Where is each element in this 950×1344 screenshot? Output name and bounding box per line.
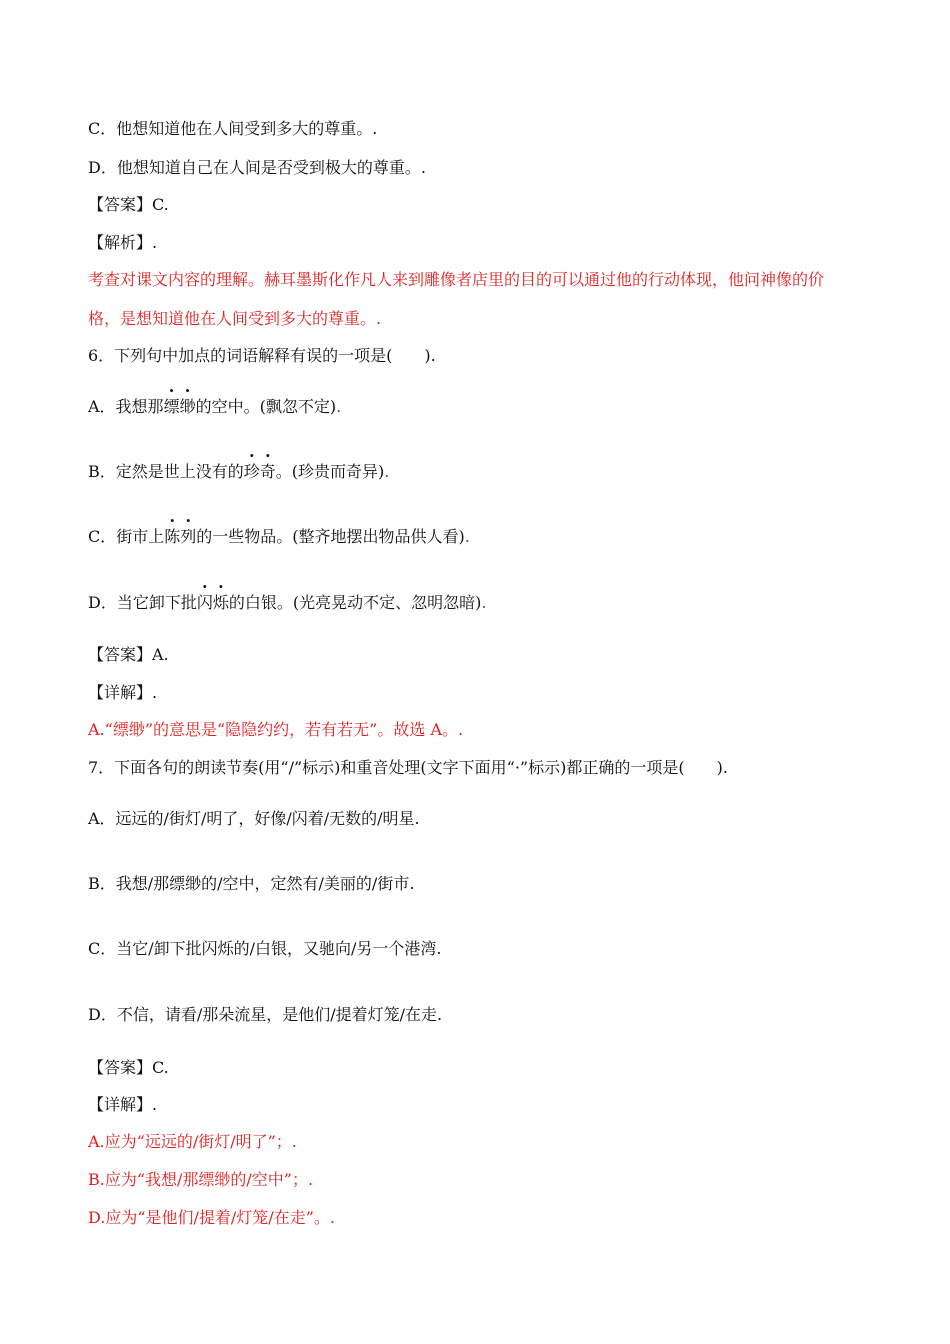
q7-option-c: C．当它/卸下批闪烁的/白银，又驰向/另一个港湾. — [88, 939, 442, 958]
dotted-char: 烁 — [212, 593, 229, 612]
q6-option-c-tail: . — [464, 527, 470, 546]
q5-option-d: D．他想知道自己在人间是否受到极大的尊重。. — [88, 158, 426, 177]
dotted-char: 缥 — [163, 397, 180, 416]
q7-answer: 【答案】C. — [88, 1058, 169, 1077]
q5-option-c: C．他想知道他在人间受到多大的尊重。. — [88, 119, 378, 138]
q7-detail-a: A.应为“远远的/街灯/明了”；. — [88, 1132, 297, 1151]
q7-option-a: A．远远的/街灯/明了，好像/闪着/无数的/明星. — [88, 809, 420, 828]
q6-option-b — [88, 461, 389, 483]
q5-analysis-label: 【解析】. — [88, 233, 158, 252]
q5-analysis-line-1: 考查对课文内容的理解。赫耳墨斯化作凡人来到雕像者店里的目的可以通过他的行动体现，他问神像的价 — [88, 270, 825, 289]
q5-answer: 【答案】C. — [88, 195, 169, 214]
q6-answer: 【答案】A. — [88, 645, 169, 664]
q6-detail-label: 【详解】. — [88, 683, 158, 702]
q6-option-b-post: 。(珍贵而奇异) — [275, 462, 385, 481]
q6-detail: A.“缥缈”的意思是“隐隐约约，若有若无”。故选 A。. — [88, 720, 464, 739]
q7-detail-b: B.应为“我想/那缥缈的/空中”；. — [88, 1170, 314, 1189]
dotted-char: 缈 — [179, 397, 196, 416]
q6-option-a-post: 的空中。(飘忽不定) — [195, 397, 337, 416]
q7-question: 7．下面各句的朗读节奏(用“/”标示)和重音处理(文字下面用“·”标示)都正确的一项是( ). — [88, 758, 728, 777]
q6-option-a-tail: . — [336, 397, 342, 416]
q6-option-a-pre: A．我想那 — [88, 397, 164, 416]
q5-analysis-line-2: 格，是想知道他在人间受到多大的尊重。. — [88, 309, 382, 328]
dotted-char: 奇 — [259, 462, 276, 481]
dotted-char: 闪 — [196, 593, 213, 612]
q6-option-c-post: 的一些物品。(整齐地摆出物品供人看) — [196, 527, 465, 546]
dotted-char: 陈 — [164, 527, 181, 546]
q6-option-c-pre: C．街市上 — [88, 527, 165, 546]
q7-option-b: B．我想/那缥缈的/空中，定然有/美丽的/街市. — [88, 874, 415, 893]
q6-option-b-pre: B．定然是世上没有的 — [88, 462, 244, 481]
q6-option-d-pre: D．当它卸下批 — [88, 593, 197, 612]
q6-option-d-post: 的白银。(光亮晃动不定、忽明忽暗) — [228, 593, 482, 612]
q6-question: 6．下列句中加点的词语解释有误的一项是( ). — [88, 346, 436, 365]
dotted-char: 列 — [180, 527, 197, 546]
q7-option-d: D．不信，请看/那朵流星，是他们/提着灯笼/在走. — [88, 1005, 443, 1024]
q6-option-d-tail: . — [481, 593, 487, 612]
q6-option-a — [88, 396, 341, 418]
q7-detail-d: D.应为“是他们/提着/灯笼/在走”。. — [88, 1208, 335, 1227]
q6-option-d — [88, 592, 486, 614]
q7-detail-label: 【详解】. — [88, 1095, 158, 1114]
q6-option-c — [88, 526, 470, 548]
dotted-char: 珍 — [243, 462, 260, 481]
q6-option-b-tail: . — [384, 462, 390, 481]
